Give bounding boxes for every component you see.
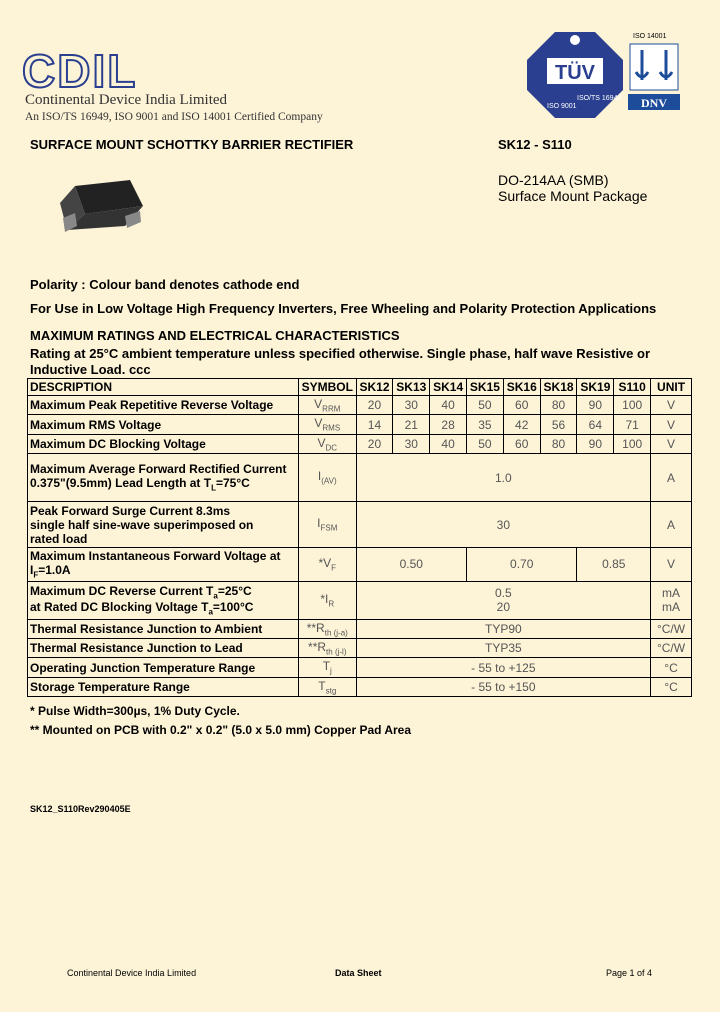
header-cell: DESCRIPTION [28,379,299,396]
row-symbol: $**R_{th (j-a)}$ [298,619,356,638]
header-cell: SK19 [577,379,614,396]
row-symbol: $I_{(AV)}$ [298,454,356,502]
header-cell: SK13 [393,379,430,396]
row-symbol: $T_{stg}$ [298,677,356,696]
row-symbol: $**R_{th (j-l)}$ [298,638,356,657]
value-cell: 42 [503,415,540,434]
unit-cell: V [651,396,692,415]
value-cell: 20 [356,434,393,453]
value-cell: 0.5 20 [356,581,651,619]
table-row [28,658,692,677]
unit-cell: V [651,415,692,434]
package-image [55,178,150,238]
table-row [28,434,692,453]
value-cell: TYP90 [356,619,651,638]
tuv-label: TÜV [555,62,595,84]
row-description: Operating Junction Temperature Range [28,658,299,677]
unit-cell: °C [651,658,692,677]
row-description: Maximum RMS Voltage [28,415,299,434]
header-cell: UNIT [651,379,692,396]
ratings-heading: MAXIMUM RATINGS AND ELECTRICAL CHARACTERISTICS [30,328,400,343]
table-header-row [28,379,692,396]
dnv-badge [628,42,680,112]
table-row [28,415,692,434]
value-cell: 80 [540,434,577,453]
application-note: For Use in Low Voltage High Frequency Inverters, Free Wheeling and Polarity Protection Applications [30,301,657,316]
value-cell: 0.70 [467,548,577,581]
unit-cell: V [651,434,692,453]
value-cell: 30 [356,502,651,548]
row-description: Maximum Peak Repetitive Reverse Voltage [28,396,299,415]
tuv-iso1: ISO 9001 [547,103,577,110]
dnv-label: DNV [641,96,667,110]
value-cell: 90 [577,396,614,415]
part-range: SK12 - S110 [498,137,572,152]
value-cell: 21 [393,415,430,434]
value-cell: 0.85 [577,548,651,581]
row-symbol: $*V_F$ [298,548,356,581]
value-cell: - 55 to +150 [356,677,651,696]
row-description: Storage Temperature Range [28,677,299,696]
header-cell: SK18 [540,379,577,396]
value-cell: 100 [614,434,651,453]
header-cell: SK12 [356,379,393,396]
rating-line-2: Inductive Load. ccc [30,362,151,377]
row-symbol: $*I_R$ [298,581,356,619]
table-row [28,619,692,638]
value-cell: 30 [393,396,430,415]
value-cell: - 55 to +125 [356,658,651,677]
value-cell: 100 [614,396,651,415]
row-symbol: $I_{FSM}$ [298,502,356,548]
table-row [28,502,692,548]
table-row [28,638,692,657]
note-mounting: ** Mounted on PCB with 0.2" x 0.2" (5.0 x 5.0 mm) Copper Pad Area [30,723,412,737]
table-row [28,581,692,619]
row-symbol: $V_{RMS}$ [298,415,356,434]
rating-line-1: Rating at 25°C ambient temperature unless specified otherwise. Single phase, half wave Resistive or [30,346,651,361]
value-cell: 50 [467,396,504,415]
row-symbol: $V_{DC}$ [298,434,356,453]
value-cell: 14 [356,415,393,434]
value-cell: 1.0 [356,454,651,502]
footer-doc-type: Data Sheet [335,968,382,978]
row-description: Maximum Average Forward Rectified Current 0.375"(9.5mm) Lead Length at $T_L=75^\circ C$ [28,454,299,502]
document-reference: SK12_S110Rev290405E [30,804,131,814]
value-cell: TYP35 [356,638,651,657]
package-code: DO-214AA (SMB) [498,172,609,188]
polarity-note: Polarity : Colour band denotes cathode end [30,277,300,292]
table-row [28,454,692,502]
value-cell: 35 [467,415,504,434]
row-description: Maximum DC Blocking Voltage [28,434,299,453]
value-cell: 80 [540,396,577,415]
value-cell: 50 [467,434,504,453]
unit-cell: °C/W [651,619,692,638]
row-description: Thermal Resistance Junction to Ambient [28,619,299,638]
row-description: Maximum DC Reverse Current $T_a=25^\circ C$ at Rated DC Blocking Voltage $T_a=100^\circ C$ [28,581,299,619]
table-row [28,548,692,581]
unit-cell: °C [651,677,692,696]
row-description: Thermal Resistance Junction to Lead [28,638,299,657]
header-cell: SK14 [430,379,467,396]
tuv-iso2: ISO/TS 16949 [577,95,622,102]
company-logo: CDIL [22,45,138,97]
footer-company: Continental Device India Limited [67,968,197,978]
unit-cell: mA mA [651,581,692,619]
footer-page-number: Page 1 of 4 [606,968,653,978]
value-cell: 64 [577,415,614,434]
table-row [28,396,692,415]
company-name: Continental Device India Limited [25,92,228,108]
ratings-table [27,378,692,697]
value-cell: 90 [577,434,614,453]
certification-line: An ISO/TS 16949, ISO 9001 and ISO 14001 Certified Company [25,111,323,123]
value-cell: 40 [430,396,467,415]
value-cell: 28 [430,415,467,434]
unit-cell: A [651,502,692,548]
row-symbol: $V_{RRM}$ [298,396,356,415]
unit-cell: V [651,548,692,581]
value-cell: 20 [356,396,393,415]
header-cell: SK16 [503,379,540,396]
note-pulse-width: * Pulse Width=300µs, 1% Duty Cycle. [30,704,240,718]
value-cell: 40 [430,434,467,453]
header-cell: SYMBOL [298,379,356,396]
header-cell: S110 [614,379,651,396]
header-cell: SK15 [467,379,504,396]
value-cell: 60 [503,396,540,415]
row-description: Peak Forward Surge Current 8.3ms single half sine-wave superimposed on rated load [28,502,299,548]
value-cell: 56 [540,415,577,434]
iso-14001-label: ISO 14001 [633,33,667,40]
package-description: Surface Mount Package [498,188,648,204]
value-cell: 60 [503,434,540,453]
document-title: SURFACE MOUNT SCHOTTKY BARRIER RECTIFIER [30,137,354,152]
unit-cell: A [651,454,692,502]
unit-cell: °C/W [651,638,692,657]
tuv-badge [525,30,625,120]
value-cell: 0.50 [356,548,466,581]
row-symbol: $T_j$ [298,658,356,677]
value-cell: 71 [614,415,651,434]
table-row [28,677,692,696]
value-cell: 30 [393,434,430,453]
row-description: Maximum Instantaneous Forward Voltage at $I_F=1.0A$ [28,548,299,581]
